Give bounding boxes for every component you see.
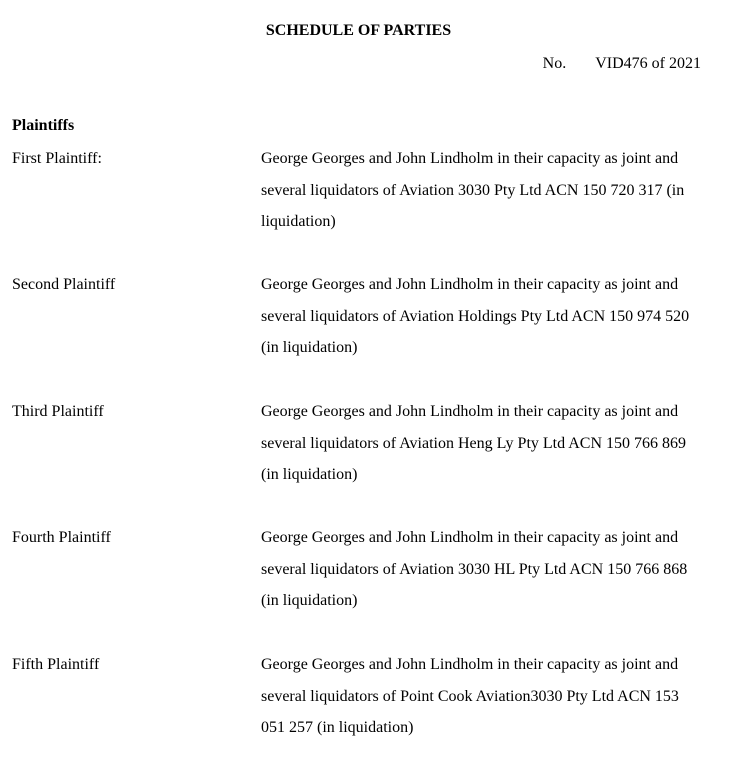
party-description: George Georges and John Lindholm in their capacity as joint and several liquidators of Aviation 3030 Pty Ltd ACN 150 720 317 (in liquidation) <box>261 150 685 230</box>
party-label: Third Plaintiff <box>12 403 104 420</box>
proceeding-number-label: No. <box>542 55 567 72</box>
party-description: George Georges and John Lindholm in their capacity as joint and several liquidators of Aviation Heng Ly Pty Ltd ACN 150 766 869 (in liquidation) <box>261 403 686 483</box>
party-description: George Georges and John Lindholm in their capacity as joint and several liquidators of Aviation Holdings Pty Ltd ACN 150 974 520 (in liquidation) <box>261 276 690 356</box>
document-title <box>0 20 743 42</box>
proceeding-number-value: VID476 of 2021 <box>595 55 701 72</box>
proceeding-number <box>543 53 701 75</box>
party-description: George Georges and John Lindholm in their capacity as joint and several liquidators of Point Cook Aviation3030 Pty Ltd ACN 153 051 257 (in liquidation) <box>261 656 679 736</box>
document-title-text: SCHEDULE OF PARTIES <box>265 22 452 39</box>
party-label: Fourth Plaintiff <box>12 529 111 546</box>
party-label: First Plaintiff: <box>12 150 102 167</box>
section-heading-plaintiffs: Plaintiffs <box>12 117 75 134</box>
party-label: Second Plaintiff <box>12 276 116 293</box>
party-description: George Georges and John Lindholm in their capacity as joint and several liquidators of Aviation 3030 HL Pty Ltd ACN 150 766 868 (in liquidation) <box>261 529 688 609</box>
party-label: Fifth Plaintiff <box>12 656 100 673</box>
